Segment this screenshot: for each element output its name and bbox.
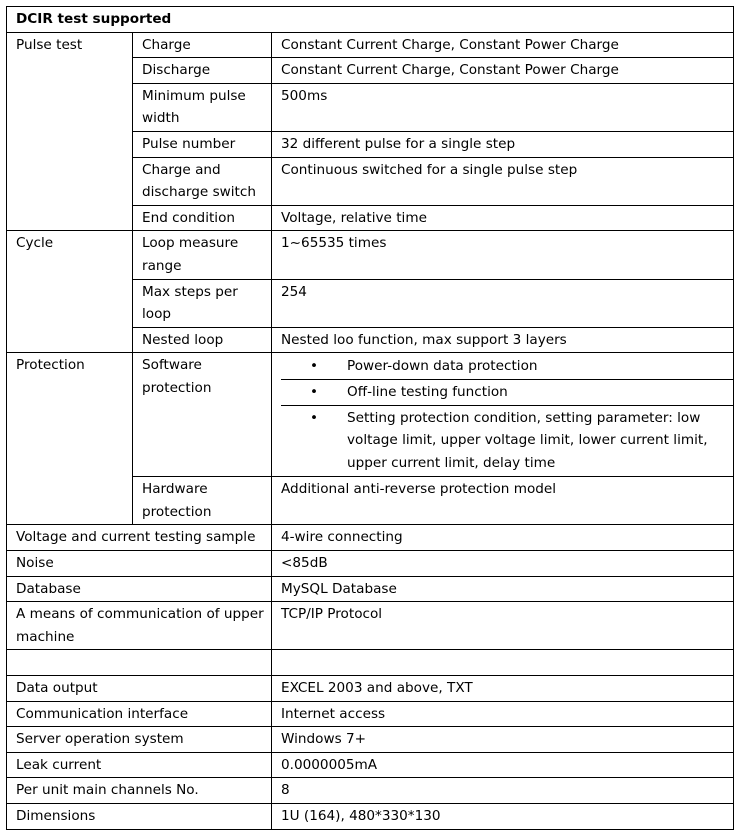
param-name bbox=[7, 650, 272, 676]
table-title-row bbox=[7, 7, 734, 33]
table-row bbox=[7, 778, 734, 804]
param-value: <85dB bbox=[272, 551, 734, 577]
table-row bbox=[7, 752, 734, 778]
table-row bbox=[7, 525, 734, 551]
param-value: MySQL Database bbox=[272, 576, 734, 602]
param-value: 8 bbox=[272, 778, 734, 804]
param-name: Pulse number bbox=[133, 131, 272, 157]
dcir-spec-table bbox=[6, 6, 734, 830]
param-value: Constant Current Charge, Constant Power Charge bbox=[272, 32, 734, 58]
table-row bbox=[7, 32, 734, 58]
param-value: Nested loo function, max support 3 layers bbox=[272, 327, 734, 353]
param-value: 4-wire connecting bbox=[272, 525, 734, 551]
list-item bbox=[281, 405, 733, 475]
param-value: Voltage, relative time bbox=[272, 205, 734, 231]
param-name: Charge bbox=[133, 32, 272, 58]
param-value: Continuous switched for a single pulse step bbox=[272, 157, 734, 205]
group-label-pulse-test: Pulse test bbox=[7, 32, 133, 231]
param-name: Software protection bbox=[133, 353, 272, 477]
param-value: 254 bbox=[272, 279, 734, 327]
param-name: Voltage and current testing sample bbox=[7, 525, 272, 551]
param-value: EXCEL 2003 and above, TXT bbox=[272, 676, 734, 702]
table-row bbox=[7, 353, 734, 477]
param-name: Hardware protection bbox=[133, 477, 272, 525]
bullet-list bbox=[281, 354, 733, 475]
bullet-text: Setting protection condition, setting parameter: low voltage limit, upper voltage limit, lower current limit, upper current limit, delay time bbox=[347, 409, 708, 471]
param-name: Max steps per loop bbox=[133, 279, 272, 327]
param-value: 500ms bbox=[272, 83, 734, 131]
param-name: Per unit main channels No. bbox=[7, 778, 272, 804]
table-row bbox=[7, 231, 734, 279]
param-name: Discharge bbox=[133, 58, 272, 84]
table-row bbox=[7, 551, 734, 577]
param-name: Dimensions bbox=[7, 804, 272, 830]
param-name: Database bbox=[7, 576, 272, 602]
param-value bbox=[272, 650, 734, 676]
bullet-icon: • bbox=[281, 354, 347, 379]
bullet-text: Off-line testing function bbox=[347, 379, 733, 405]
param-name: End condition bbox=[133, 205, 272, 231]
param-name: Server operation system bbox=[7, 727, 272, 753]
bullet-icon: • bbox=[309, 409, 319, 426]
group-label-protection: Protection bbox=[7, 353, 133, 525]
param-name: Leak current bbox=[7, 752, 272, 778]
param-value: 0.0000005mA bbox=[272, 752, 734, 778]
param-name: Minimum pulse width bbox=[133, 83, 272, 131]
param-value: Internet access bbox=[272, 701, 734, 727]
table-row bbox=[7, 701, 734, 727]
list-item bbox=[281, 354, 733, 379]
param-value: Additional anti-reverse protection model bbox=[272, 477, 734, 525]
software-protection-list bbox=[272, 353, 734, 477]
param-value: 1~65535 times bbox=[272, 231, 734, 279]
group-label-cycle: Cycle bbox=[7, 231, 133, 353]
param-name: Loop measure range bbox=[133, 231, 272, 279]
table-row bbox=[7, 676, 734, 702]
param-name: Nested loop bbox=[133, 327, 272, 353]
table-row-empty bbox=[7, 650, 734, 676]
bullet-icon: • bbox=[281, 379, 347, 405]
table-row bbox=[7, 804, 734, 830]
param-value: Windows 7+ bbox=[272, 727, 734, 753]
param-name: Communication interface bbox=[7, 701, 272, 727]
param-name: Data output bbox=[7, 676, 272, 702]
param-name: A means of communication of upper machine bbox=[7, 602, 272, 650]
param-value: 1U (164), 480*330*130 bbox=[272, 804, 734, 830]
table-row bbox=[7, 602, 734, 650]
param-name: Charge and discharge switch bbox=[133, 157, 272, 205]
table-row bbox=[7, 727, 734, 753]
param-value: 32 different pulse for a single step bbox=[272, 131, 734, 157]
list-item bbox=[281, 379, 733, 405]
table-title: DCIR test supported bbox=[7, 7, 734, 33]
table-row bbox=[7, 576, 734, 602]
spec-table-container bbox=[6, 6, 734, 830]
param-value: Constant Current Charge, Constant Power Charge bbox=[272, 58, 734, 84]
bullet-text: Power-down data protection bbox=[347, 354, 733, 379]
param-name: Noise bbox=[7, 551, 272, 577]
param-value: TCP/IP Protocol bbox=[272, 602, 734, 650]
